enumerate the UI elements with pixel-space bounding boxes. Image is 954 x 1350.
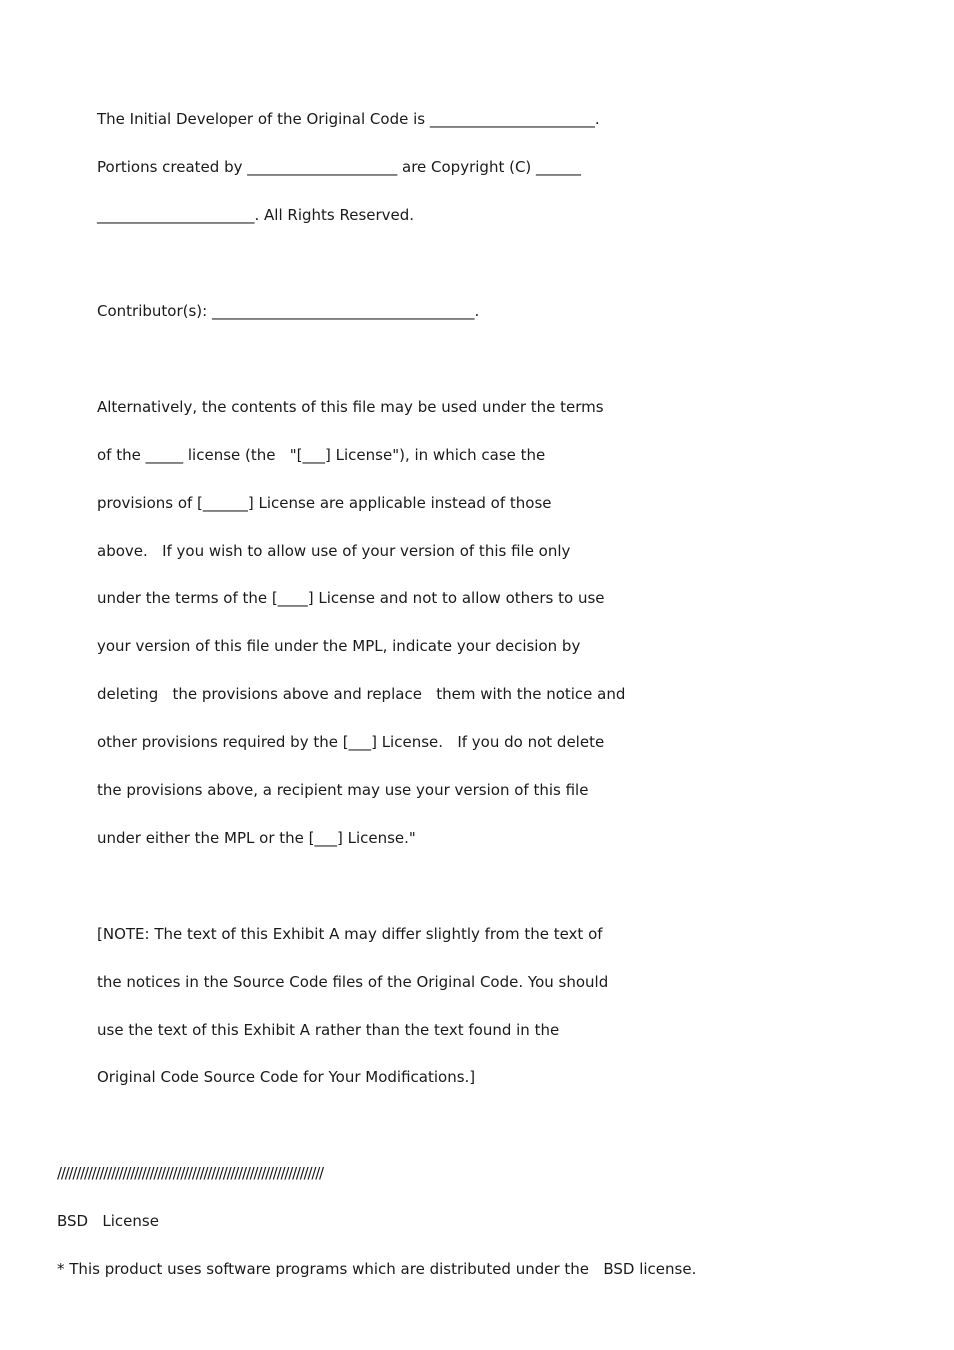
section-separator: ///////////////////////////////////////////////////////////////////// — [57, 1164, 323, 1182]
alternative-line: your version of this file under the MPL, indicate your decision by — [97, 637, 581, 655]
initial-developer-line: The Initial Developer of the Original Code is ______________________. — [97, 110, 600, 128]
alternative-line: other provisions required by the [___] License. If you do not delete — [97, 733, 605, 751]
alternative-line: under the terms of the [____] License and not to allow others to use — [97, 589, 605, 607]
portions-created-line: Portions created by ____________________ are Copyright (C) ______ — [97, 158, 582, 176]
alternative-line: deleting the provisions above and replace them with the notice and — [97, 685, 626, 703]
alternative-line: of the _____ license (the "[___] License"), in which case the — [97, 446, 546, 464]
alternative-line: Alternatively, the contents of this file may be used under the terms — [97, 398, 604, 416]
contributors-line: Contributor(s): ___________________________________. — [97, 302, 480, 320]
alternative-line: under either the MPL or the [___] License." — [97, 829, 416, 847]
note-line: the notices in the Source Code files of the Original Code. You should — [97, 973, 609, 991]
alternative-line: the provisions above, a recipient may use your version of this file — [97, 781, 589, 799]
note-line: Original Code Source Code for Your Modifications.] — [97, 1068, 476, 1086]
bsd-license-title: BSD License — [57, 1212, 159, 1230]
note-line: [NOTE: The text of this Exhibit A may differ slightly from the text of — [97, 925, 603, 943]
alternative-line: provisions of [______] License are applicable instead of those — [97, 494, 552, 512]
note-line: use the text of this Exhibit A rather than the text found in the — [97, 1021, 560, 1039]
rights-reserved-line: _____________________. All Rights Reserved. — [97, 206, 415, 224]
alternative-line: above. If you wish to allow use of your version of this file only — [97, 542, 571, 560]
bsd-license-statement: * This product uses software programs which are distributed under the BSD license. — [57, 1260, 697, 1278]
